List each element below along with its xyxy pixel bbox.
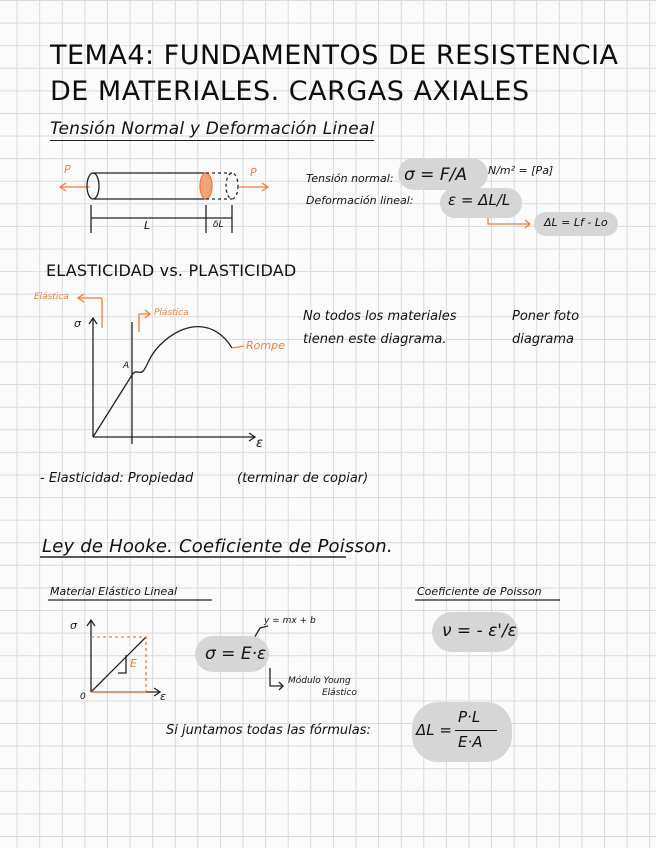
hooke-y-label: σ	[70, 619, 77, 632]
tension-units: N/m² = [Pa]	[488, 164, 554, 177]
tension-label: Tensión normal:	[306, 172, 394, 185]
modulo-young-label: Módulo Young	[288, 676, 351, 686]
final-denominator: E·A	[458, 733, 483, 751]
force-left-label: P	[64, 163, 71, 176]
point-a-label: A	[123, 361, 130, 371]
note-line2: tienen este diagrama.	[303, 332, 447, 347]
material-lineal-subheading: Material Elástico Lineal	[50, 585, 178, 598]
bar-right-end	[200, 173, 212, 199]
deformation-formula: ε = ΔL/L	[448, 191, 511, 209]
elasticidad-item: - Elasticidad: Propiedad	[40, 471, 194, 486]
note-line1: No todos los materiales	[303, 309, 457, 324]
hooke-formula: σ = E·ε	[205, 644, 267, 664]
section1-heading: Tensión Normal y Deformación Lineal	[50, 119, 375, 139]
page-title-line1: TEMA4: FUNDAMENTOS DE RESISTENCIA	[50, 40, 619, 71]
line-equation: y = mx + b	[264, 616, 316, 626]
modulo-elastico-label: Elástico	[322, 688, 357, 698]
section3-heading: Ley de Hooke. Coeficiente de Poisson.	[42, 536, 393, 557]
rompe-label: Rompe	[246, 339, 285, 352]
bar-diagram	[60, 173, 268, 233]
slope-label: E	[130, 657, 137, 670]
final-numerator: P·L	[458, 708, 481, 726]
stress-axis-label: σ	[74, 317, 81, 330]
delta-formula: ΔL = Lf - Lo	[544, 216, 608, 229]
fraction-bar	[455, 730, 497, 731]
strain-axis-label: ε	[256, 436, 264, 451]
todo-line2: diagrama	[512, 332, 575, 347]
length-label: L	[144, 219, 151, 232]
plastica-label: Plástica	[154, 308, 189, 318]
todo-line1: Poner foto	[512, 309, 580, 324]
force-right-label: P	[250, 166, 257, 179]
bar-left-end	[87, 173, 99, 199]
hooke-line	[91, 637, 146, 692]
stress-strain-curve	[93, 327, 232, 437]
poisson-subheading: Coeficiente de Poisson	[417, 585, 542, 598]
delta-length-label: δL	[213, 220, 224, 230]
tension-formula: σ = F/A	[404, 165, 467, 185]
poisson-formula: ν = - ε'/ε	[442, 621, 517, 641]
elasticidad-todo: (terminar de copiar)	[237, 471, 369, 486]
page-title-line2: DE MATERIALES. CARGAS AXIALES	[50, 76, 530, 107]
final-formula-lhs: ΔL =	[416, 721, 452, 739]
juntamos-text: Si juntamos todas las fórmulas:	[166, 723, 371, 738]
hooke-x-label: ε	[160, 690, 166, 703]
section2-heading: ELASTICIDAD vs. PLASTICIDAD	[46, 261, 297, 280]
elastica-label: Elástica	[34, 292, 69, 302]
deformation-label: Deformación lineal:	[306, 194, 414, 207]
hooke-origin-label: 0	[80, 692, 86, 702]
